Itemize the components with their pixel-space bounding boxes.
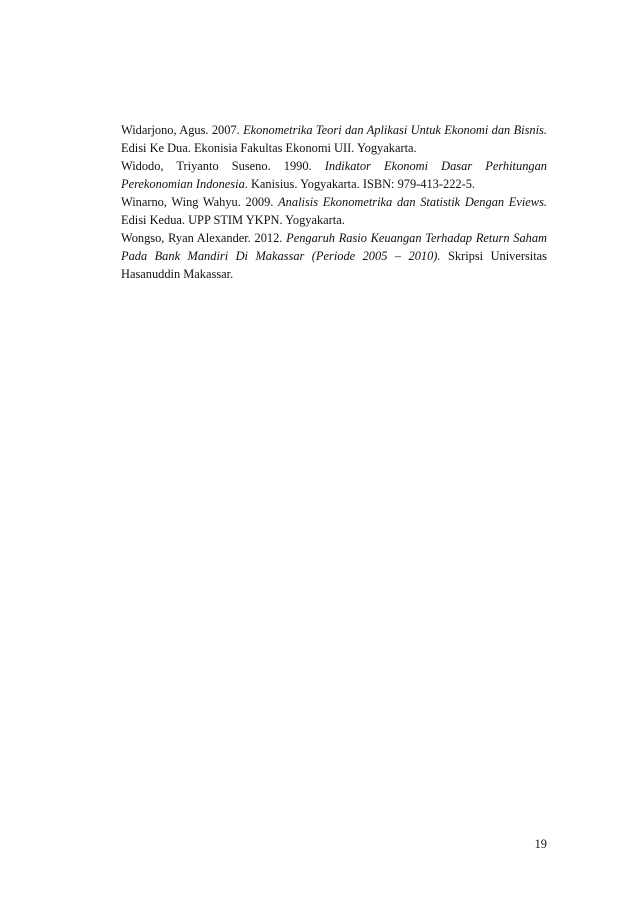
reference-list bbox=[121, 121, 547, 283]
reference-entry-widodo bbox=[121, 157, 547, 193]
reference-entry-widarjono bbox=[121, 121, 547, 157]
reference-title: Analisis Ekonometrika dan Statistik Dengan Eviews. bbox=[278, 195, 547, 209]
reference-author-year: Widodo, Triyanto Suseno. 1990. bbox=[121, 159, 325, 173]
reference-publisher: Edisi Ke Dua. Ekonisia Fakultas Ekonomi UII. Yogyakarta. bbox=[121, 141, 417, 155]
reference-publisher: Skripsi Universitas Hasanuddin Makassar. bbox=[121, 249, 548, 281]
reference-title: Indikator Ekonomi Dasar Perhitungan Perekonomian Indonesia bbox=[121, 159, 547, 191]
reference-author-year: Wongso, Ryan Alexander. 2012. bbox=[121, 231, 287, 245]
reference-publisher: . Kanisius. Yogyakarta. ISBN: 979-413-222-5. bbox=[244, 177, 476, 191]
page-number: 19 bbox=[534, 837, 547, 851]
reference-publisher: Edisi Kedua. UPP STIM YKPN. Yogyakarta. bbox=[121, 213, 345, 227]
reference-title: Ekonometrika Teori dan Aplikasi Untuk Ekonomi dan Bisnis. bbox=[243, 123, 547, 137]
reference-entry-wongso bbox=[121, 229, 547, 283]
reference-author-year: Widarjono, Agus. 2007. bbox=[121, 123, 244, 137]
reference-author-year: Winarno, Wing Wahyu. 2009. bbox=[121, 195, 279, 209]
reference-entry-winarno bbox=[121, 193, 547, 229]
reference-title: Pengaruh Rasio Keuangan Terhadap Return Saham Pada Bank Mandiri Di Makassar (Periode 2005 – 2010). bbox=[121, 231, 547, 263]
